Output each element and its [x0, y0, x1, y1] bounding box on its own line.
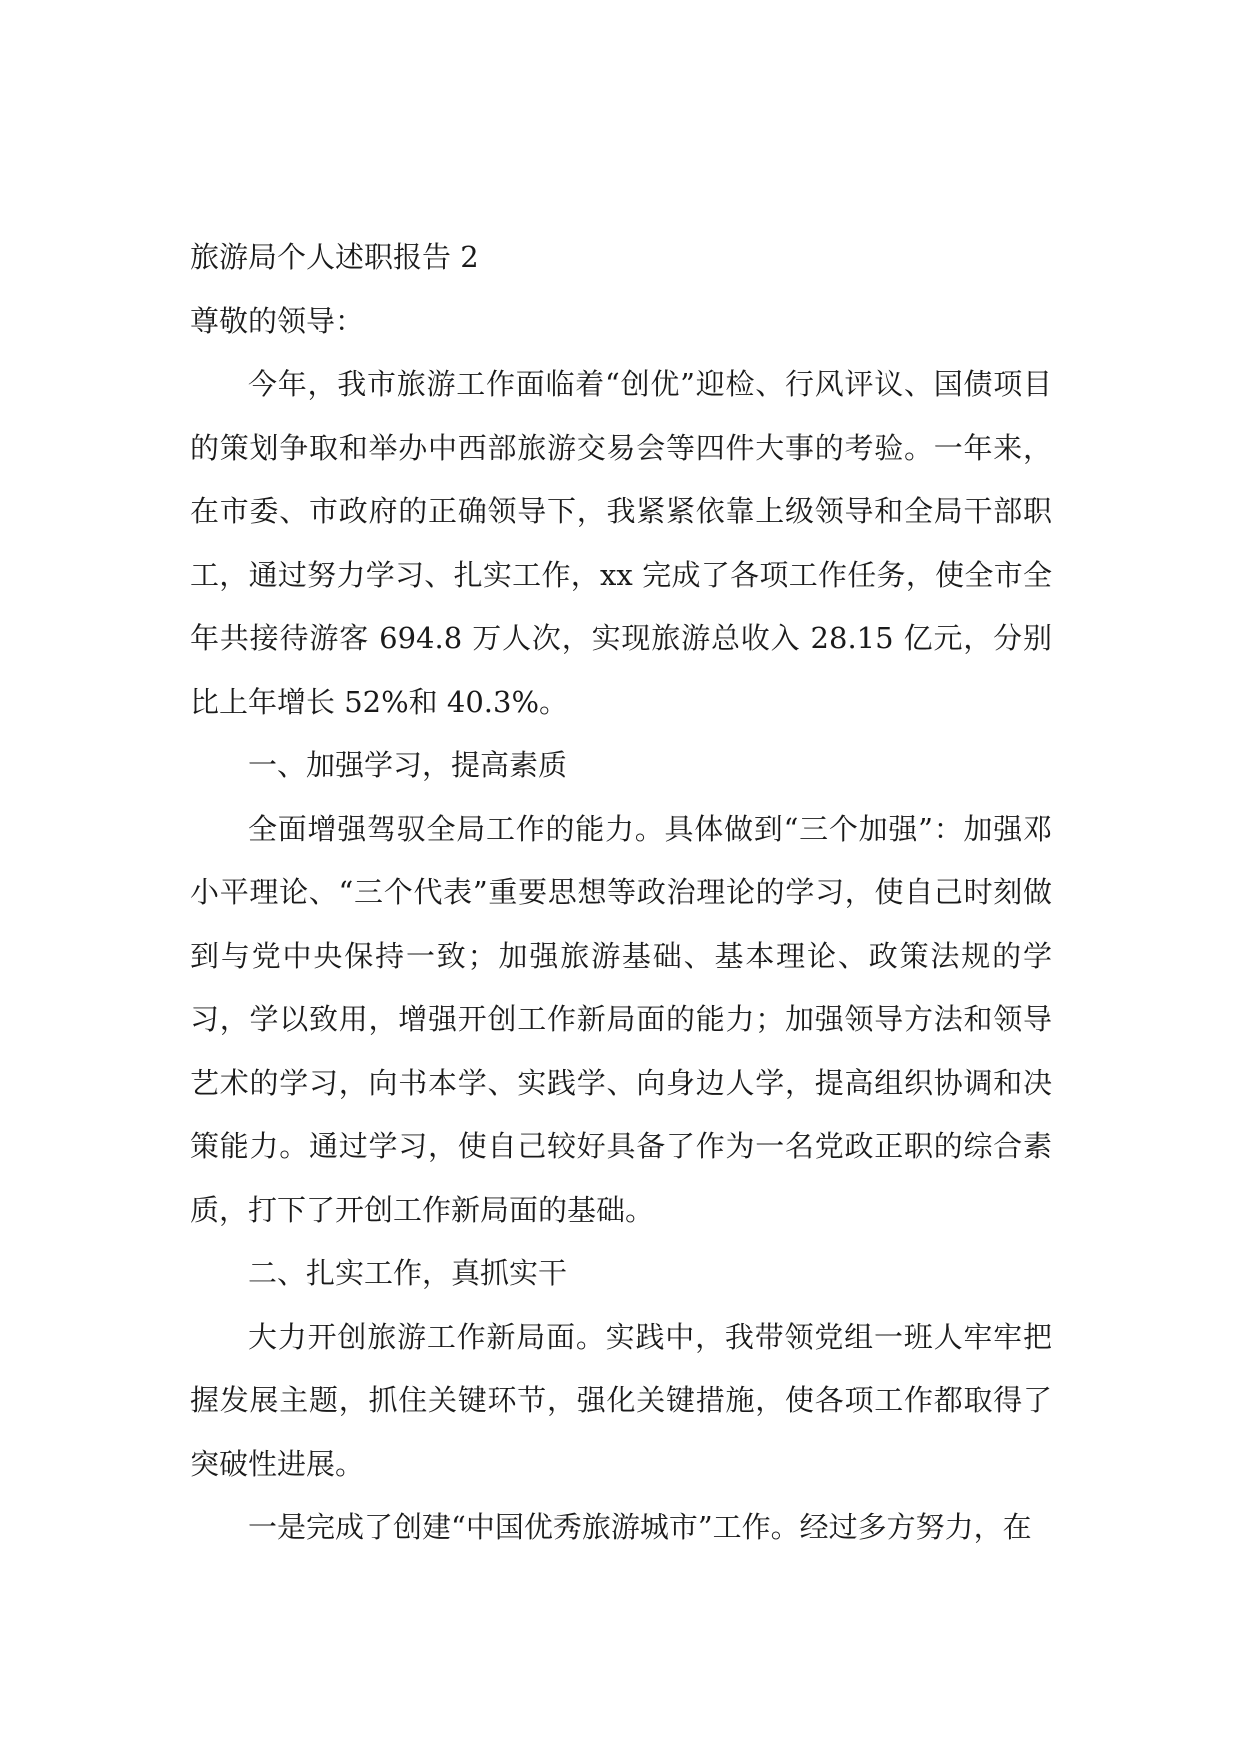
- paragraph-study: 全面增强驾驭全局工作的能力。具体做到“三个加强”：加强邓小平理论、“三个代表”重要思想等政治理论的学习，使自己时刻做到与党中央保持一致；加强旅游基础、基本理论、政策法规的学习，学以致用，增强开创工作新局面的能力；加强领导方法和领导艺术的学习，向书本学、实践学、向身边人学，提高组织协调和决策能力。通过学习，使自己较好具备了作为一名党政正职的综合素质，打下了开创工作新局面的基础。: [190, 811, 1052, 1227]
- paragraph-point-1: 一是完成了创建“中国优秀旅游城市”工作。经过多方努力，在: [248, 1510, 1032, 1544]
- document-body: [190, 226, 1052, 1560]
- document-title: 旅游局个人述职报告 2: [190, 240, 479, 274]
- paragraph-work: 大力开创旅游工作新局面。实践中，我带领党组一班人牢牢把握发展主题，抓住关键环节，强化关键措施，使各项工作都取得了突破性进展。: [190, 1319, 1052, 1481]
- paragraph-intro: 今年，我市旅游工作面临着“创优”迎检、行风评议、国债项目的策划争取和举办中西部旅游交易会等四件大事的考验。一年来，在市委、市政府的正确领导下，我紧紧依靠上级领导和全局干部职工，通过努力学习、扎实工作，xx 完成了各项工作任务，使全市全年共接待游客 694.8 万人次，实现旅游总收入 28.15 亿元，分别比上年增长 52%和 40.3%。: [190, 367, 1052, 719]
- section-heading-2: 二、扎实工作，真抓实干: [248, 1256, 568, 1290]
- salutation: 尊敬的领导：: [190, 303, 365, 338]
- section-heading-1: 一、加强学习，提高素质: [248, 748, 568, 782]
